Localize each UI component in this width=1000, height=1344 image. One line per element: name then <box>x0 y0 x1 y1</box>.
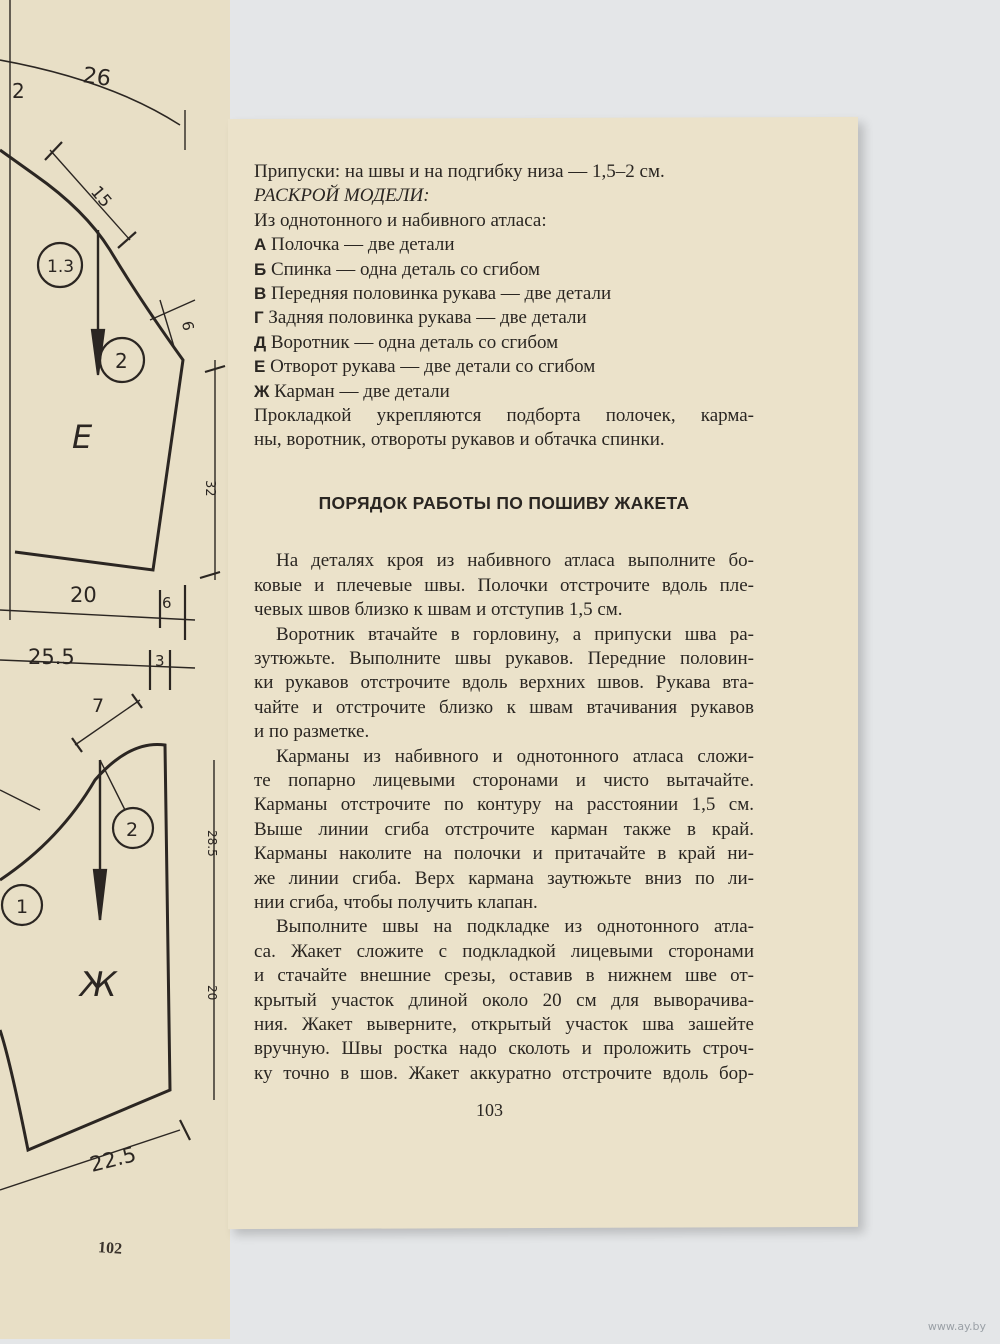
part-text: Спинка — одна деталь со сгибом <box>270 258 541 280</box>
part-letter: В <box>254 284 267 304</box>
dim-28-5: 28.5 <box>205 830 219 857</box>
part-item <box>254 355 754 379</box>
dim-15: 15 <box>86 182 116 212</box>
part-letter: Б <box>254 259 267 279</box>
part-letter: Д <box>254 332 267 352</box>
label-Zh: Ж <box>80 965 117 1005</box>
section-heading: ПОРЯДОК РАБОТЫ ПО ПОШИВУ ЖАКЕТА <box>318 492 690 513</box>
marker-2-top: 2 <box>115 349 128 373</box>
dim-6-bottom: 6 <box>162 594 172 612</box>
part-letter: А <box>254 235 267 255</box>
part-text: Полочка — две детали <box>271 234 455 256</box>
dim-25-5: 25.5 <box>28 645 75 669</box>
part-item <box>254 331 754 355</box>
dim-22-5: 22.5 <box>87 1142 139 1177</box>
part-letter: Ж <box>254 381 270 401</box>
dim-20-bottom: 20 <box>205 985 219 1001</box>
text-line: ку точно в шов. Жакет аккуратно отстрочите вдоль бор- <box>254 1062 754 1084</box>
part-item <box>254 306 754 330</box>
part-text: Отворот рукава — две детали со сгибом <box>270 356 596 378</box>
text-line: Карманы из набивного и однотонного атласа сложи- <box>276 745 754 767</box>
label-E: Е <box>72 418 93 456</box>
part-text: Воротник — одна деталь со сгибом <box>270 331 559 353</box>
dim-20: 20 <box>70 583 97 607</box>
marker-2-bottom: 2 <box>126 819 139 841</box>
dim-26: 26 <box>81 63 113 92</box>
part-item <box>254 380 754 404</box>
text-line: ния. Жакет выверните, открытый участок шва зашейте <box>254 1014 754 1035</box>
text-line: Карманы отстрочите по контуру на расстоянии 1,5 см. <box>254 794 754 816</box>
pattern-drawing <box>0 0 230 1339</box>
text-line: вручную. Швы ростка надо сколоть и проложить строч- <box>254 1038 754 1060</box>
text-line: зутюжьте. Выполните швы рукавов. Передние половин- <box>254 647 754 669</box>
part-text: Карман — две детали <box>274 380 450 402</box>
text-line: же линии сгиба. Верх кармана заутюжьте вниз по ли- <box>254 867 754 889</box>
text-line: крытый участок длиной около 20 см для выворачива- <box>254 989 754 1011</box>
part-text: Задняя половинка рукава — две детали <box>268 307 587 329</box>
dim-7: 7 <box>92 695 105 717</box>
right-page-number: 103 <box>476 1100 503 1120</box>
part-text: Передняя половинка рукава — две детали <box>271 283 612 305</box>
cutting-title: РАСКРОЙ МОДЕЛИ: <box>254 185 430 207</box>
left-page-number: 102 <box>97 1239 123 1258</box>
text-line: нии сгиба, чтобы получить клапан. <box>254 891 538 913</box>
part-item <box>254 282 754 306</box>
text-line: чайте и отстрочите близко к швам втачивания рукавов <box>254 696 754 718</box>
text-line: Воротник втачайте в горловину, а припуски шва ра- <box>276 623 754 645</box>
part-item <box>254 233 754 257</box>
text-line: Выше линии сгиба отстрочите карман также в край. <box>254 818 754 840</box>
part-letter: Е <box>254 357 266 377</box>
left-page <box>0 0 230 1339</box>
text-line: са. Жакет сложите с подкладкой лицевыми сторонами <box>254 940 754 962</box>
text-line: те попарно лицевыми сторонами и чисто вытачайте. <box>254 769 754 791</box>
text-line: Выполните швы на подкладке из однотонного атла- <box>276 916 754 938</box>
watermark: www.ay.by <box>927 1320 986 1333</box>
marker-1: 1 <box>16 896 29 918</box>
fabric-line: Из однотонного и набивного атласа: <box>254 209 547 231</box>
dim-3: 3 <box>155 652 165 670</box>
allowances-line: Припуски: на швы и на подгибку низа — 1,5–2 см. <box>254 161 665 182</box>
dim-6-top: 6 <box>178 319 198 333</box>
text-line: Прокладкой укрепляются подборта полочек, карма- <box>254 405 754 427</box>
dim-32: 32 <box>202 480 217 497</box>
text-line: ки рукавов отстрочите вдоль верхних швов. Рукава вта- <box>254 672 754 694</box>
text-line: Карманы наколите на полочки и притачайте в край ни- <box>254 843 754 865</box>
text-line: ковые и плечевые швы. Полочки отстрочите вдоль пле- <box>254 574 754 596</box>
part-item <box>254 258 754 282</box>
text-line: и стачайте внешние срезы, оставив в нижнем шве от- <box>254 965 754 987</box>
text-line: На деталях кроя из набивного атласа выполните бо- <box>276 550 754 572</box>
dim-2: 2 <box>12 79 25 103</box>
text-line: ны, воротник, отвороты рукавов и обтачка спинки. <box>254 429 665 451</box>
text-line: чевых швов близко к швам и отступив 1,5 см. <box>254 599 623 621</box>
text-line: и по разметке. <box>254 721 370 743</box>
right-page-text <box>254 160 754 1086</box>
part-letter: Г <box>254 308 264 328</box>
marker-1-3: 1.3 <box>47 257 75 277</box>
